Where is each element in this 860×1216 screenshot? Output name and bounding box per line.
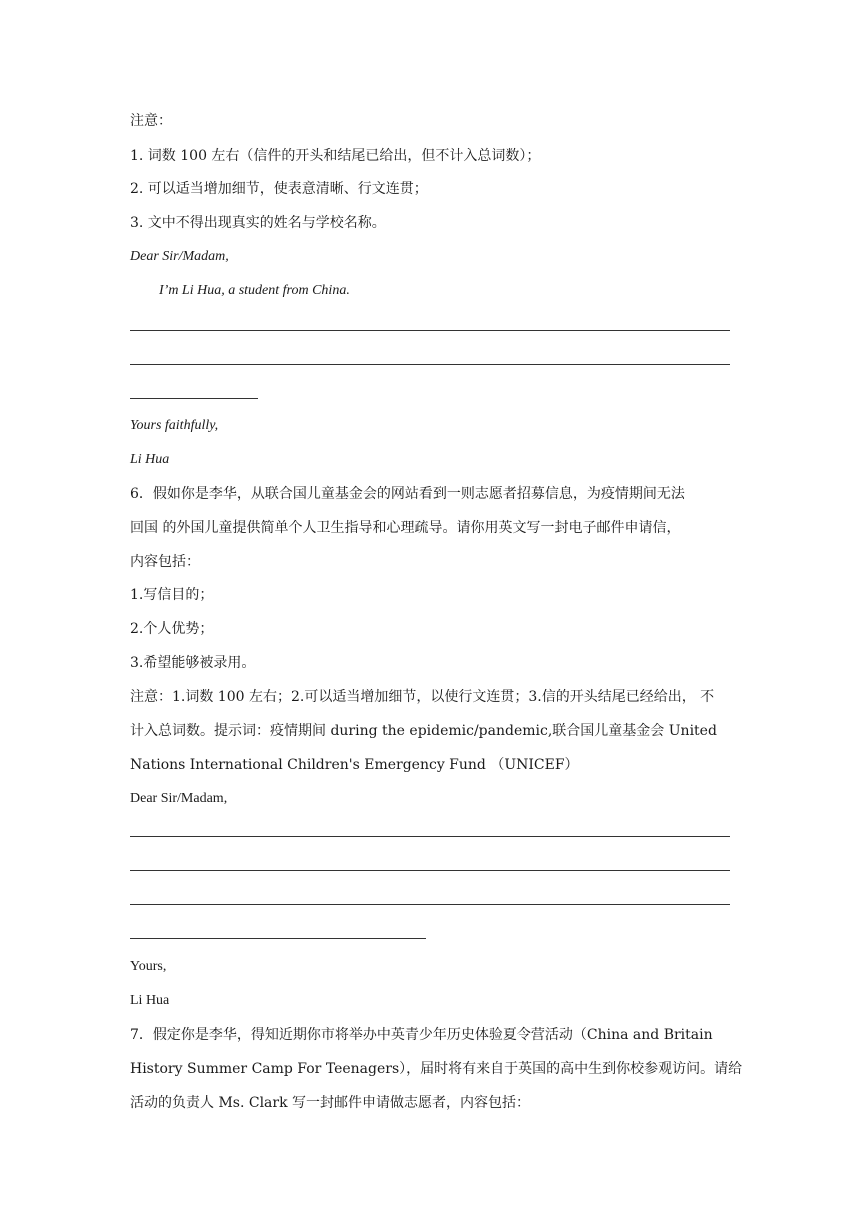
q5-greeting: Dear Sir/Madam, <box>130 249 229 264</box>
q5-note-1: 1. 词数 100 左右（信件的开头和结尾已给出，但不计入总词数）； <box>130 148 541 164</box>
q6-answer-line-1 <box>130 836 730 837</box>
q6-greeting: Dear Sir/Madam, <box>130 791 228 806</box>
q7-prompt-line-2: History Summer Camp For Teenagers），届时将有来自于英国的高中生到你校参观访问。请给 <box>130 1061 743 1077</box>
q5-note-2: 2. 可以适当增加细节，使表意清晰、行文连贯； <box>130 181 428 197</box>
q5-signature: Li Hua <box>130 452 170 467</box>
q5-note-3: 3. 文中不得出现真实的姓名与学校名称。 <box>130 215 386 231</box>
q7-prompt-line-1: 7．假定你是李华，得知近期你市将举办中英青少年历史体验夏令营活动（China and Britain <box>130 1027 713 1043</box>
q5-note-title: 注意： <box>130 113 172 129</box>
q6-closing: Yours, <box>130 959 167 974</box>
q7-prompt-line-3: 活动的负责人 Ms. Clark 写一封邮件申请做志愿者，内容包括： <box>130 1095 531 1111</box>
q5-answer-line-1 <box>130 330 730 331</box>
q6-point-1: 1.写信目的； <box>130 587 214 603</box>
q6-prompt-line-2: 回国 的外国儿童提供简单个人卫生指导和心理疏导。请你用英文写一封电子邮件申请信， <box>130 520 681 536</box>
q6-point-2: 2.个人优势； <box>130 621 214 637</box>
q6-note-line-2: 计入总词数。提示词：疫情期间 during the epidemic/pandemic,联合国儿童基金会 United <box>130 723 717 739</box>
q6-note-line-3: Nations International Children's Emergency Fund （UNICEF） <box>130 757 579 773</box>
q6-prompt-line-1: 6．假如你是李华，从联合国儿童基金会的网站看到一则志愿者招募信息，为疫情期间无法 <box>130 486 685 502</box>
q6-prompt-line-3: 内容包括： <box>130 554 200 570</box>
q5-answer-line-2 <box>130 364 730 365</box>
q6-note-line-1: 注意：1.词数 100 左右；2.可以适当增加细节，以使行文连贯；3.信的开头结尾已经给出， 不 <box>130 689 715 705</box>
q6-answer-line-3 <box>130 904 730 905</box>
q5-closing: Yours faithfully, <box>130 418 219 433</box>
q5-answer-line-3 <box>130 398 258 399</box>
q6-answer-line-2 <box>130 870 730 871</box>
q6-point-3: 3.希望能够被录用。 <box>130 655 256 671</box>
q5-opening: I’m Li Hua, a student from China. <box>159 283 350 298</box>
q6-answer-line-4 <box>130 938 426 939</box>
q6-signature: Li Hua <box>130 993 170 1008</box>
